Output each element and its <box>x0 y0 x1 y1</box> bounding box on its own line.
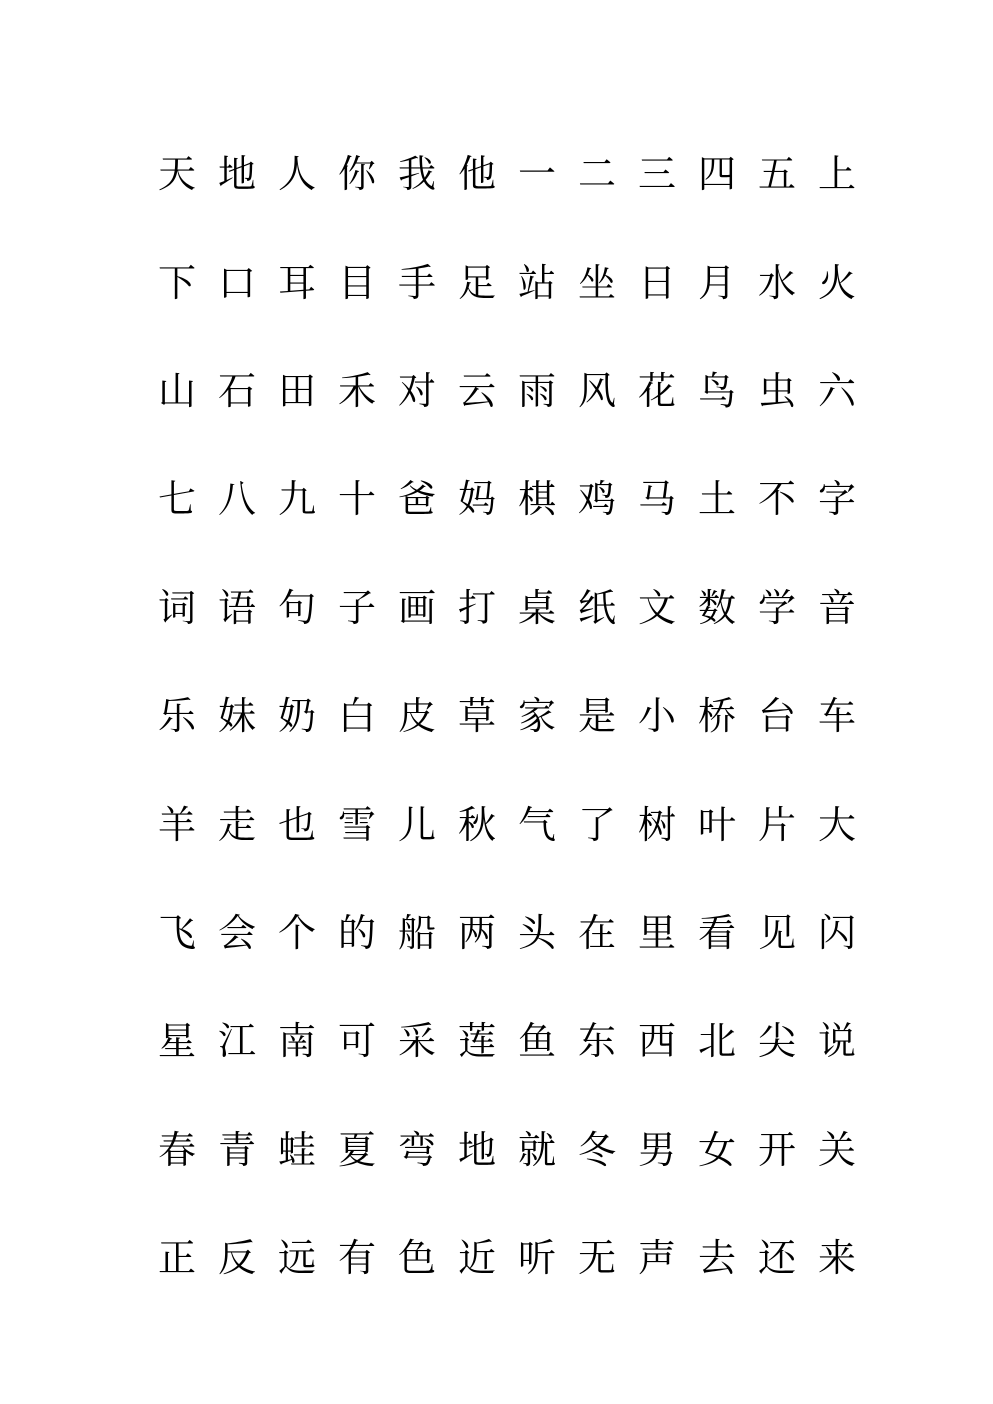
character-cell: 见 <box>757 910 796 955</box>
character-cell: 在 <box>577 910 616 955</box>
character-cell: 山 <box>157 368 196 413</box>
character-row <box>147 337 867 445</box>
character-cell: 说 <box>817 1019 856 1064</box>
character-cell: 爸 <box>397 477 436 522</box>
character-row <box>147 228 867 336</box>
character-cell: 地 <box>217 152 256 197</box>
character-cell: 坐 <box>577 260 616 305</box>
character-cell: 火 <box>817 260 856 305</box>
character-cell: 还 <box>757 1236 796 1281</box>
character-cell: 日 <box>637 260 676 305</box>
character-cell: 大 <box>817 802 856 847</box>
character-cell: 采 <box>397 1019 436 1064</box>
character-cell: 水 <box>757 260 796 305</box>
character-cell: 妈 <box>457 477 496 522</box>
character-cell: 看 <box>697 910 736 955</box>
character-cell: 来 <box>817 1236 856 1281</box>
character-cell: 台 <box>757 694 796 739</box>
character-cell: 就 <box>517 1127 556 1172</box>
character-cell: 目 <box>337 260 376 305</box>
character-cell: 马 <box>637 477 676 522</box>
character-cell: 蛙 <box>277 1127 316 1172</box>
character-cell: 我 <box>397 152 436 197</box>
character-cell: 可 <box>337 1019 376 1064</box>
character-cell: 人 <box>277 152 316 197</box>
character-cell: 会 <box>217 910 256 955</box>
character-cell: 句 <box>277 585 316 630</box>
character-cell: 去 <box>697 1236 736 1281</box>
character-cell: 词 <box>157 585 196 630</box>
character-cell: 耳 <box>277 260 316 305</box>
character-cell: 也 <box>277 802 316 847</box>
character-cell: 片 <box>757 802 796 847</box>
character-cell: 反 <box>217 1236 256 1281</box>
character-cell: 正 <box>157 1236 196 1281</box>
character-cell: 闪 <box>817 910 856 955</box>
character-cell: 声 <box>637 1236 676 1281</box>
character-cell: 里 <box>637 910 676 955</box>
character-cell: 地 <box>457 1127 496 1172</box>
character-cell: 云 <box>457 368 496 413</box>
character-cell: 小 <box>637 694 676 739</box>
character-row <box>147 987 867 1095</box>
character-row <box>147 770 867 878</box>
character-cell: 男 <box>637 1127 676 1172</box>
character-cell: 音 <box>817 585 856 630</box>
character-cell: 个 <box>277 910 316 955</box>
character-grid <box>147 120 867 1312</box>
character-cell: 语 <box>217 585 256 630</box>
character-cell: 十 <box>337 477 376 522</box>
character-cell: 青 <box>217 1127 256 1172</box>
character-cell: 四 <box>697 152 736 197</box>
character-cell: 冬 <box>577 1127 616 1172</box>
character-cell: 头 <box>517 910 556 955</box>
character-cell: 三 <box>637 152 676 197</box>
character-cell: 了 <box>577 802 616 847</box>
character-cell: 字 <box>817 477 856 522</box>
character-cell: 棋 <box>517 477 556 522</box>
character-cell: 无 <box>577 1236 616 1281</box>
character-cell: 纸 <box>577 585 616 630</box>
character-cell: 远 <box>277 1236 316 1281</box>
character-cell: 五 <box>757 152 796 197</box>
character-cell: 六 <box>817 368 856 413</box>
character-cell: 他 <box>457 152 496 197</box>
character-cell: 气 <box>517 802 556 847</box>
character-cell: 学 <box>757 585 796 630</box>
character-cell: 乐 <box>157 694 196 739</box>
character-cell: 奶 <box>277 694 316 739</box>
character-cell: 土 <box>697 477 736 522</box>
character-cell: 走 <box>217 802 256 847</box>
character-cell: 车 <box>817 694 856 739</box>
character-cell: 下 <box>157 260 196 305</box>
character-cell: 江 <box>217 1019 256 1064</box>
character-cell: 叶 <box>697 802 736 847</box>
character-cell: 对 <box>397 368 436 413</box>
character-cell: 弯 <box>397 1127 436 1172</box>
character-cell: 女 <box>697 1127 736 1172</box>
character-cell: 数 <box>697 585 736 630</box>
character-cell: 画 <box>397 585 436 630</box>
character-cell: 石 <box>217 368 256 413</box>
character-cell: 一 <box>517 152 556 197</box>
character-cell: 春 <box>157 1127 196 1172</box>
character-cell: 雨 <box>517 368 556 413</box>
character-cell: 妹 <box>217 694 256 739</box>
character-cell: 雪 <box>337 802 376 847</box>
character-cell: 莲 <box>457 1019 496 1064</box>
character-cell: 关 <box>817 1127 856 1172</box>
character-cell: 田 <box>277 368 316 413</box>
character-cell: 儿 <box>397 802 436 847</box>
character-cell: 色 <box>397 1236 436 1281</box>
character-cell: 鸟 <box>697 368 736 413</box>
character-cell: 足 <box>457 260 496 305</box>
character-cell: 你 <box>337 152 376 197</box>
character-cell: 有 <box>337 1236 376 1281</box>
character-cell: 树 <box>637 802 676 847</box>
character-cell: 打 <box>457 585 496 630</box>
character-cell: 二 <box>577 152 616 197</box>
character-cell: 九 <box>277 477 316 522</box>
character-row <box>147 445 867 553</box>
character-cell: 虫 <box>757 368 796 413</box>
character-cell: 鱼 <box>517 1019 556 1064</box>
character-cell: 不 <box>757 477 796 522</box>
character-cell: 北 <box>697 1019 736 1064</box>
character-cell: 花 <box>637 368 676 413</box>
character-cell: 飞 <box>157 910 196 955</box>
character-cell: 船 <box>397 910 436 955</box>
character-cell: 子 <box>337 585 376 630</box>
character-cell: 禾 <box>337 368 376 413</box>
character-cell: 风 <box>577 368 616 413</box>
character-cell: 两 <box>457 910 496 955</box>
character-cell: 家 <box>517 694 556 739</box>
character-cell: 的 <box>337 910 376 955</box>
character-cell: 七 <box>157 477 196 522</box>
character-cell: 站 <box>517 260 556 305</box>
character-cell: 鸡 <box>577 477 616 522</box>
character-cell: 近 <box>457 1236 496 1281</box>
character-cell: 皮 <box>397 694 436 739</box>
character-cell: 白 <box>337 694 376 739</box>
character-cell: 开 <box>757 1127 796 1172</box>
character-cell: 天 <box>157 152 196 197</box>
character-cell: 尖 <box>757 1019 796 1064</box>
character-cell: 东 <box>577 1019 616 1064</box>
character-cell: 秋 <box>457 802 496 847</box>
character-cell: 上 <box>817 152 856 197</box>
character-cell: 口 <box>217 260 256 305</box>
character-cell: 夏 <box>337 1127 376 1172</box>
character-cell: 南 <box>277 1019 316 1064</box>
character-cell: 星 <box>157 1019 196 1064</box>
character-cell: 羊 <box>157 802 196 847</box>
character-cell: 手 <box>397 260 436 305</box>
character-cell: 桌 <box>517 585 556 630</box>
character-row <box>147 879 867 987</box>
character-cell: 是 <box>577 694 616 739</box>
character-row <box>147 554 867 662</box>
character-row <box>147 120 867 228</box>
character-row <box>147 1204 867 1312</box>
character-row <box>147 662 867 770</box>
character-cell: 西 <box>637 1019 676 1064</box>
character-cell: 月 <box>697 260 736 305</box>
character-cell: 八 <box>217 477 256 522</box>
character-row <box>147 1096 867 1204</box>
character-cell: 文 <box>637 585 676 630</box>
character-cell: 桥 <box>697 694 736 739</box>
character-cell: 草 <box>457 694 496 739</box>
character-cell: 听 <box>517 1236 556 1281</box>
